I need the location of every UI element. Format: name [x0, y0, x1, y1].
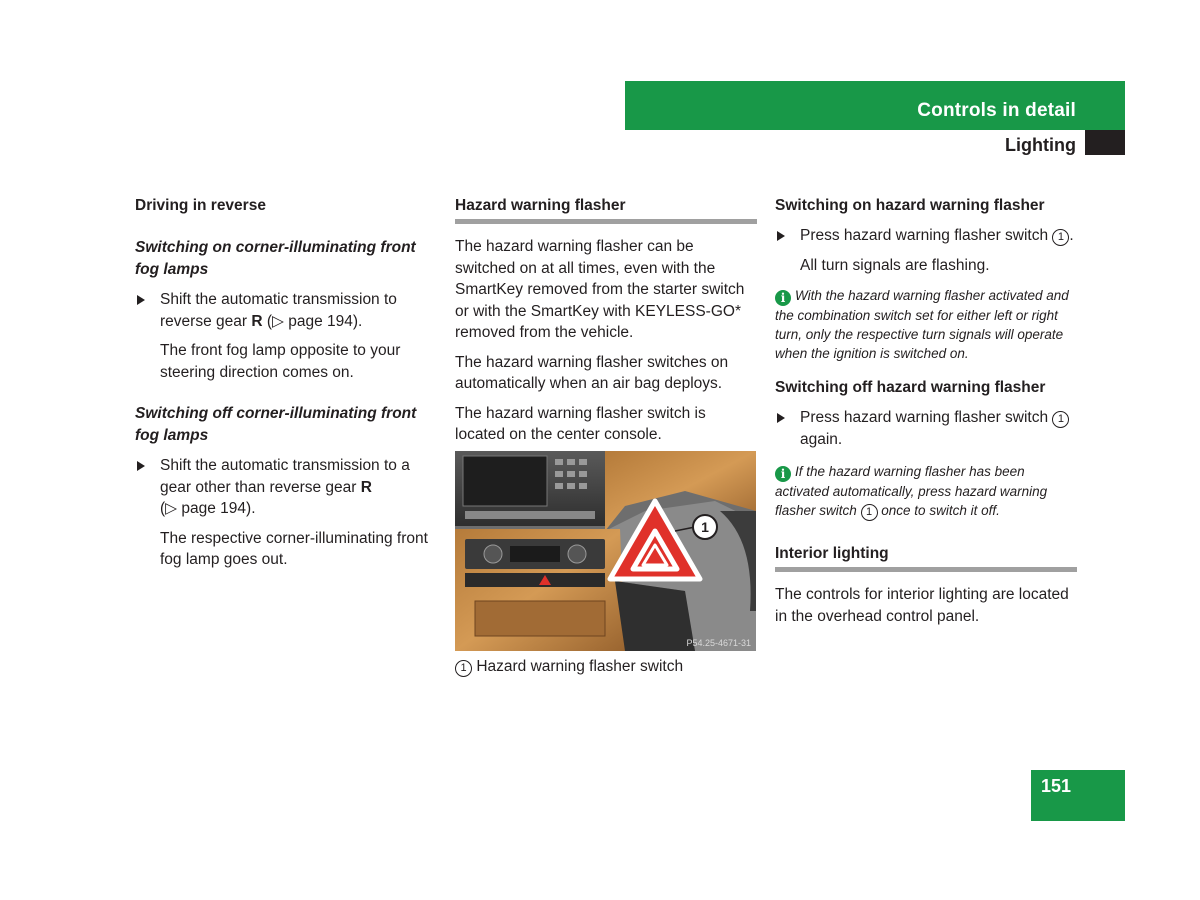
result-fog-on: The front fog lamp opposite to your steering direction comes on.	[160, 342, 401, 381]
column-middle	[455, 195, 757, 446]
page-number: 151	[1040, 776, 1072, 796]
photo-caption: 1 Hazard warning flasher switch	[455, 658, 683, 677]
column-right	[775, 195, 1077, 627]
instruction-shift-reverse: Shift the automatic transmission to reverse gear R (▷ page 194).	[135, 289, 435, 332]
para-hazard-airbag: The hazard warning flasher switches on automatically when an air bag deploys.	[455, 353, 729, 392]
header-marker	[1085, 130, 1125, 155]
heading-interior-lighting: Interior lighting	[775, 543, 1077, 572]
info-icon: i	[775, 290, 791, 306]
callout-marker: 1	[1052, 411, 1069, 428]
heading-switch-off-hazard: Switching off hazard warning flasher	[775, 379, 1046, 396]
note-auto-activation: i If the hazard warning flasher has been activated automatically, press hazard warning flasher switch 1 once to switch it off.	[775, 462, 1077, 521]
center-console-photo	[455, 451, 756, 651]
result-signals-flashing: All turn signals are flashing.	[800, 256, 990, 274]
info-icon: i	[775, 466, 791, 482]
callout-label: 1	[701, 519, 709, 535]
center-console-illustration	[455, 451, 756, 651]
para-interior-lighting: The controls for interior lighting are located in the overhead control panel.	[775, 586, 1069, 625]
callout-marker: 1	[1052, 229, 1069, 246]
column-left	[135, 195, 435, 571]
para-hazard-location: The hazard warning flasher switch is located on the center console.	[455, 404, 706, 443]
callout-marker: 1	[455, 660, 472, 677]
heading-driving-reverse: Driving in reverse	[135, 197, 266, 214]
result-fog-off: The respective corner-illuminating front fog lamp goes out.	[160, 529, 428, 568]
instruction-shift-other: Shift the automatic transmission to a gear other than reverse gear R (▷ page 194).	[135, 455, 435, 520]
callout-marker: 1	[861, 504, 878, 521]
instruction-press-switch-again: Press hazard warning flasher switch 1 again.	[775, 407, 1077, 450]
subheading-switch-on-fog: Switching on corner-illuminating front fog lamps	[135, 239, 416, 278]
heading-switch-on-hazard: Switching on hazard warning flasher	[775, 197, 1045, 214]
heading-hazard-flasher: Hazard warning flasher	[455, 195, 757, 224]
subheading-switch-off-fog: Switching off corner-illuminating front fog lamps	[135, 405, 417, 444]
note-combination-switch: i With the hazard warning flasher activated and the combination switch set for either left or right turn, only the respective turn signals will operate when the ignition is switched on.	[775, 288, 1069, 361]
section-title: Controls in detail	[917, 100, 1076, 121]
subsection-title: Lighting	[1005, 135, 1076, 155]
image-code: P54.25-4671-31	[686, 638, 751, 648]
para-hazard-availability: The hazard warning flasher can be switched on at all times, even with the SmartKey removed from the starter switch or with the SmartKey with KEYLESS-GO* removed from the vehicle.	[455, 238, 745, 341]
instruction-press-switch: Press hazard warning flasher switch 1 .	[775, 225, 1077, 247]
